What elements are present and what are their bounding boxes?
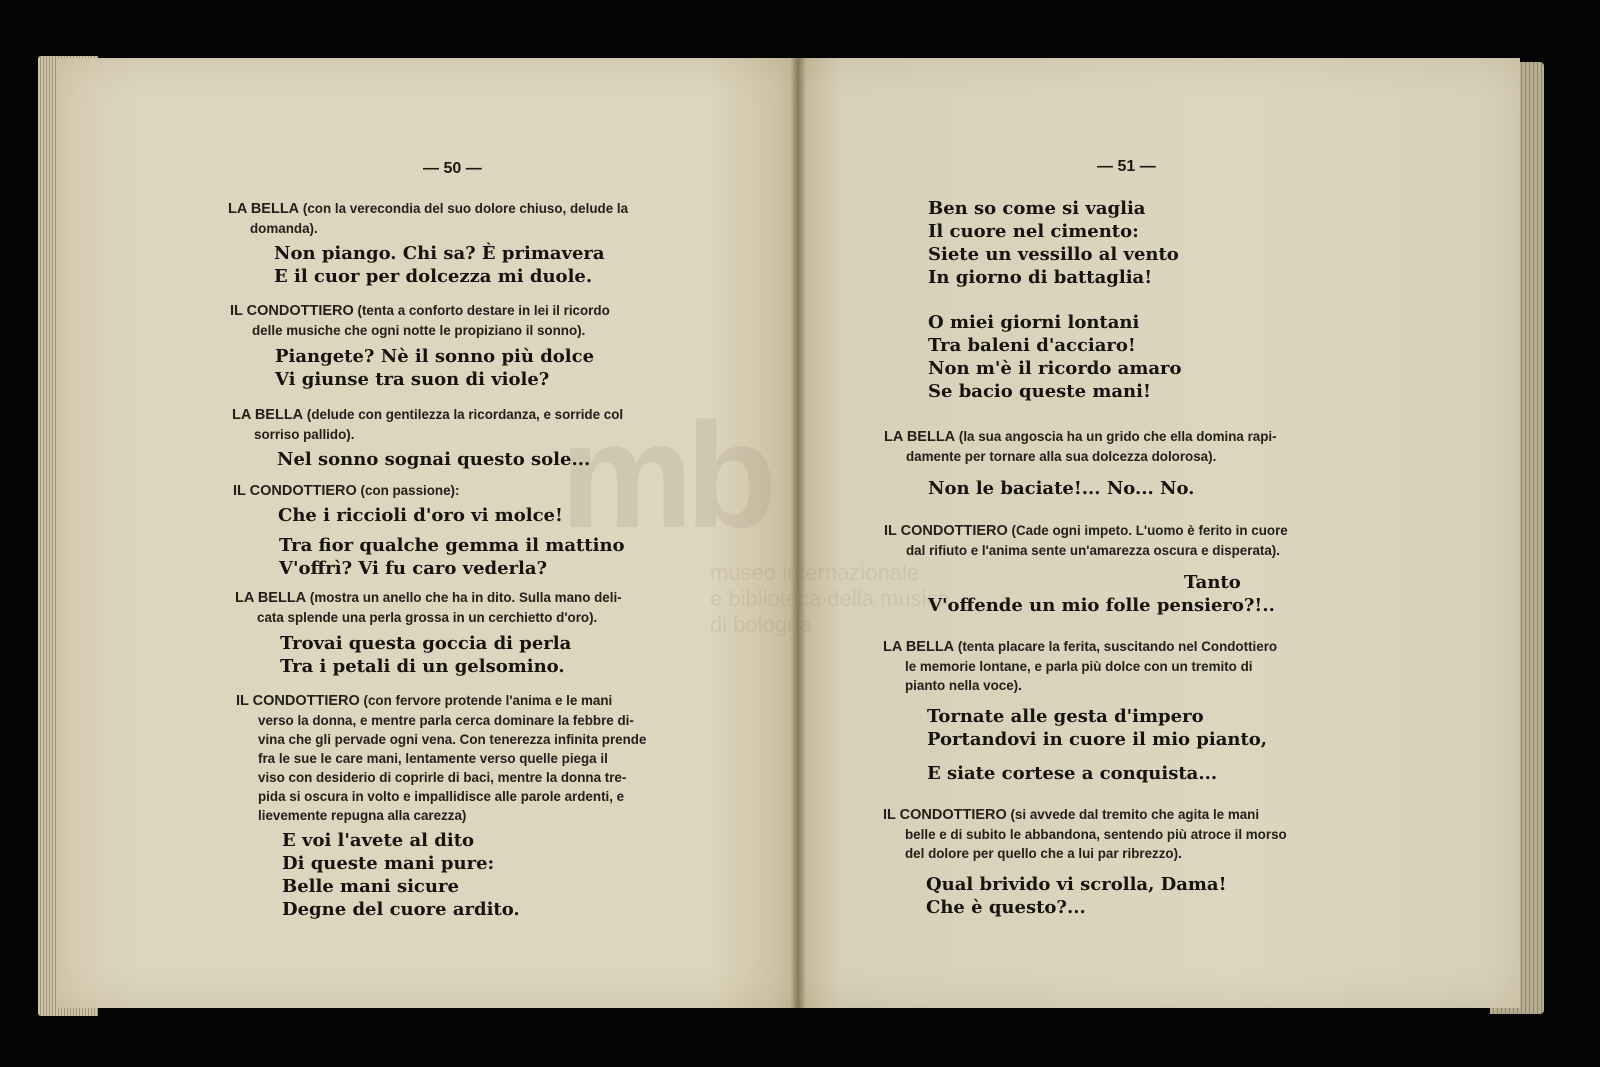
speaker-name: LA BELLA — [884, 429, 956, 445]
direction-text: dal rifiuto e l'anima sente un'amarezza oscura e disperata). — [906, 543, 1280, 558]
verse-line: Tanto — [1184, 572, 1241, 593]
verse-line: E voi l'avete al dito — [282, 830, 475, 851]
speaker-name: IL CONDOTTIERO — [236, 693, 360, 709]
verse-line: O miei giorni lontani — [928, 312, 1140, 333]
verse-stanza — [279, 534, 625, 580]
verse-line: Piangete? Nè il sonno più dolce — [275, 346, 595, 367]
speaker-name: LA BELLA — [228, 201, 300, 217]
verse-stanza — [927, 762, 1217, 785]
verse-line: Tra baleni d'acciaro! — [928, 335, 1136, 356]
verse-line: Non piango. Chi sa? È primavera — [274, 243, 605, 264]
speaker-name: IL CONDOTTIERO — [884, 523, 1008, 539]
stage-direction — [236, 691, 682, 825]
stage-direction — [883, 805, 1325, 863]
verse-line: V'offrì? Vi fu caro vederla? — [279, 558, 548, 579]
direction-text: sorriso pallido). — [254, 427, 355, 442]
verse-stanza — [277, 448, 590, 471]
verse-line: Nel sonno sognai questo sole... — [277, 449, 591, 470]
direction-text: belle e di subito le abbandona, sentendo più atroce il morso — [905, 827, 1287, 842]
verse-line: E siate cortese a conquista... — [927, 763, 1218, 784]
direction-text: (la sua angoscia ha un grido che ella domina rapi- — [955, 429, 1277, 444]
direction-text: verso la donna, e mentre parla cerca dominare la febbre di- — [258, 713, 634, 728]
direction-text: pianto nella voce). — [905, 678, 1022, 693]
verse-line: Se bacio queste mani! — [928, 381, 1151, 402]
verse-line: Portandovi in cuore il mio pianto, — [927, 729, 1268, 750]
stage-direction — [230, 301, 680, 340]
speaker-name: IL CONDOTTIERO — [883, 807, 1007, 823]
verse-stanza — [928, 197, 1179, 289]
verse-line: Tra i petali di un gelsomino. — [280, 656, 565, 677]
speaker-name: LA BELLA — [232, 407, 304, 423]
verse-line: Vi giunse tra suon di viole? — [275, 369, 550, 390]
direction-text: (tenta placare la ferita, suscitando nel Condottiero — [954, 639, 1278, 654]
verse-stanza — [278, 504, 563, 527]
direction-text: fra le sue le care mani, lentamente verso quelle piega il — [258, 751, 608, 766]
verse-line: Trovai questa goccia di perla — [280, 633, 572, 654]
verse-stanza — [928, 311, 1182, 403]
direction-text: viso con desiderio di coprirle di baci, mentre la donna tre- — [258, 770, 627, 785]
direction-text: (mostra un anello che ha in dito. Sulla mano deli- — [306, 590, 622, 605]
verse-stanza — [926, 873, 1227, 919]
speaker-name: IL CONDOTTIERO — [233, 483, 357, 499]
verse-stanza — [282, 829, 520, 921]
verse-line: V'offende un mio folle pensiero?!.. — [928, 595, 1275, 616]
direction-text: lievemente repugna alla carezza) — [258, 808, 467, 823]
verse-line: Tornate alle gesta d'impero — [927, 706, 1204, 727]
direction-text: (si avvede dal tremito che agita le mani — [1006, 807, 1260, 822]
book-gutter — [790, 58, 806, 1008]
speaker-name: IL CONDOTTIERO — [230, 303, 354, 319]
verse-line: E il cuor per dolcezza mi duole. — [274, 266, 593, 287]
speaker-name: LA BELLA — [235, 590, 307, 606]
verse-line: Che è questo?... — [926, 897, 1086, 918]
verse-stanza — [927, 705, 1267, 751]
direction-text: (con fervore protende l'anima e le mani — [359, 693, 613, 708]
direction-text: (delude con gentilezza la ricordanza, e sorride col — [303, 407, 624, 422]
verse-stanza — [280, 632, 571, 678]
direction-text: le memorie lontane, e parla più dolce con un tremito di — [905, 659, 1253, 674]
stage-direction — [233, 481, 681, 501]
page-number-left: — 50 — — [423, 160, 482, 177]
stage-direction — [884, 521, 1328, 560]
verse-line: Siete un vessillo al vento — [928, 244, 1179, 265]
verse-line: Di queste mani pure: — [282, 853, 495, 874]
verse-line: Che i riccioli d'oro vi molce! — [278, 505, 563, 526]
direction-text: vina che gli pervade ogni vena. Con tenerezza infinita prende — [258, 732, 647, 747]
verse-stanza — [1184, 571, 1241, 594]
verse-line: Belle mani sicure — [282, 876, 459, 897]
verse-stanza — [274, 242, 605, 288]
verse-line: Non m'è il ricordo amaro — [928, 358, 1182, 379]
verse-line: Il cuore nel cimento: — [928, 221, 1139, 242]
direction-text: cata splende una perla grossa in un cerchietto d'oro). — [257, 610, 598, 625]
verse-line: Non le baciate!... No... No. — [928, 478, 1195, 499]
direction-text: damente per tornare alla sua dolcezza dolorosa). — [906, 449, 1217, 464]
verse-stanza — [275, 345, 594, 391]
page-number-right: — 51 — — [1097, 158, 1156, 175]
stage-direction — [884, 427, 1328, 466]
verse-stanza — [928, 594, 1275, 617]
direction-text: delle musiche che ogni notte le propiziano il sonno). — [252, 323, 586, 338]
direction-text: (tenta a conforto destare in lei il ricordo — [353, 303, 610, 318]
verse-line: Qual brivido vi scrolla, Dama! — [926, 874, 1227, 895]
direction-text: del dolore per quello che a lui par ribrezzo). — [905, 846, 1182, 861]
direction-text: (con la verecondia del suo dolore chiuso, delude la — [299, 201, 629, 216]
verse-line: Tra fior qualche gemma il mattino — [279, 535, 625, 556]
stage-direction — [228, 199, 680, 238]
direction-text: (con passione): — [356, 483, 460, 498]
direction-text: pida si oscura in volto e impallidisce alle parole ardenti, e — [258, 789, 625, 804]
stage-direction — [883, 637, 1326, 695]
direction-text: domanda). — [250, 221, 318, 236]
stage-direction — [235, 588, 681, 627]
direction-text: (Cade ogni impeto. L'uomo è ferito in cuore — [1007, 523, 1288, 538]
stage-direction — [232, 405, 680, 444]
verse-line: Ben so come si vaglia — [928, 198, 1146, 219]
verse-line: In giorno di battaglia! — [928, 267, 1153, 288]
verse-stanza — [928, 477, 1194, 500]
verse-line: Degne del cuore ardito. — [282, 899, 520, 920]
speaker-name: LA BELLA — [883, 639, 955, 655]
